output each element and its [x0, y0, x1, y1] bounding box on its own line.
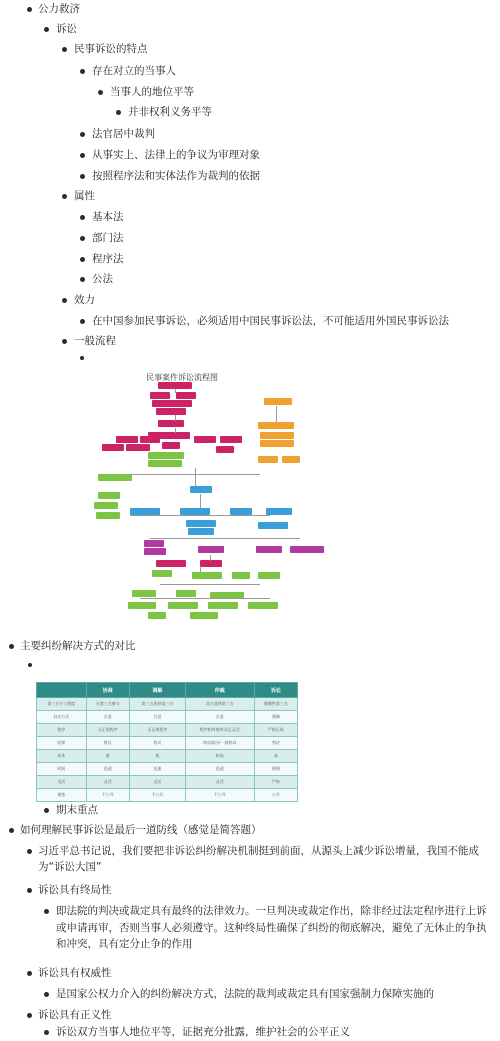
- flowchart-node: [258, 572, 280, 579]
- table-cell: 时间: [37, 763, 87, 776]
- flowchart-node: [248, 602, 278, 609]
- flowchart-node: [200, 560, 222, 567]
- bullet: [44, 1030, 49, 1035]
- flowchart-node: [258, 522, 288, 529]
- outline-node[interactable]: 存在对立的当事人: [92, 65, 176, 77]
- table-cell: 严格: [254, 776, 297, 789]
- table-cell: 成本: [37, 750, 87, 763]
- flowchart-connector: [200, 566, 201, 572]
- flowchart-node: [148, 452, 184, 459]
- bullet: [44, 992, 49, 997]
- bullet: [62, 194, 67, 199]
- flowchart-node: [158, 382, 192, 389]
- bullet: [9, 644, 14, 649]
- flowchart-node: [102, 444, 124, 451]
- outline-node[interactable]: 诉讼具有终局性: [38, 884, 112, 896]
- flowchart-node: [168, 602, 198, 609]
- outline-node[interactable]: 公法: [92, 273, 113, 285]
- table-cell: 迅速: [129, 763, 185, 776]
- outline-node[interactable]: 属性: [74, 190, 95, 202]
- flowchart-node: [116, 436, 138, 443]
- table-cell: 启动方式: [37, 711, 87, 724]
- bullet: [80, 236, 85, 241]
- flowchart-node: [230, 508, 252, 515]
- bullet: [80, 277, 85, 282]
- bullet: [9, 828, 14, 833]
- flowchart-node: [190, 612, 218, 619]
- table-cell: 终局裁决/一裁终局: [185, 737, 254, 750]
- flowchart-node: [158, 420, 184, 427]
- bullet: [62, 339, 67, 344]
- bullet: [44, 27, 49, 32]
- table-row: [37, 711, 298, 724]
- flowchart-connector: [195, 468, 196, 486]
- table-row: [37, 724, 298, 737]
- litigation-flowchart: [90, 370, 330, 632]
- bullet: [80, 69, 85, 74]
- table-cell: 迅速: [185, 763, 254, 776]
- outline-node[interactable]: 如何理解民事诉讼是最后一道防线（感觉是简答题）: [20, 824, 262, 836]
- outline-node[interactable]: 民事诉讼的特点: [74, 43, 148, 55]
- table-cell: 程序: [37, 724, 87, 737]
- flowchart-node: [190, 486, 212, 493]
- table-cell: 协议: [86, 737, 129, 750]
- flowchart-connector: [160, 584, 260, 585]
- flowchart-node: [192, 572, 222, 579]
- flowchart-node: [176, 590, 196, 597]
- outline-node[interactable]: 从事实上、法律上的争议为审理对象: [92, 149, 260, 161]
- flowchart-node: [162, 442, 180, 449]
- bullet: [116, 110, 121, 115]
- table-row: [37, 698, 298, 711]
- table-header-cell: 仲裁: [185, 683, 254, 698]
- bullet: [80, 153, 85, 158]
- flowchart-node: [144, 540, 164, 547]
- bullet: [27, 849, 32, 854]
- flowchart-node: [282, 456, 300, 463]
- flowchart-node: [264, 398, 292, 405]
- flowchart-connector: [200, 494, 201, 508]
- flowchart-connector: [210, 555, 211, 561]
- table-row: [37, 763, 298, 776]
- table-cell: 强制性第三方: [254, 698, 297, 711]
- bullet: [80, 132, 85, 137]
- bullet: [28, 663, 32, 667]
- table-cell: 缓慢: [254, 763, 297, 776]
- flowchart-node: [144, 548, 166, 555]
- table-cell: 保密: [37, 789, 87, 802]
- flowchart-connector: [175, 428, 176, 433]
- bullet: [80, 319, 85, 324]
- table-cell: 较高: [185, 750, 254, 763]
- flowchart-node: [220, 436, 242, 443]
- table-cell: 低: [86, 750, 129, 763]
- table-row: [37, 776, 298, 789]
- table-cell: 结果: [37, 737, 87, 750]
- table-cell: 迅速: [86, 763, 129, 776]
- flowchart-node: [260, 440, 294, 447]
- table-cell: 灵活: [37, 776, 87, 789]
- outline-node[interactable]: 诉讼具有权威性: [38, 967, 112, 979]
- table-row: [37, 737, 298, 750]
- outline-node[interactable]: 在中国参加民事诉讼，必须适用中国民事诉讼法，不可能适用外国民事诉讼法: [92, 315, 449, 327]
- flowchart-node: [156, 560, 186, 567]
- flowchart-node: [188, 528, 214, 535]
- flowchart-node: [98, 492, 120, 499]
- bullet: [27, 7, 32, 12]
- outline-node[interactable]: 即法院的判决或裁定具有最终的法律效力。一旦判决或裁定作出，除非经过法定程序进行上诉或申请再审，否则当事人必须遵守。这种终局性确保了纠纷的彻底解决，避免了无休止的争执和冲突，具有定分止争的作用: [56, 905, 487, 950]
- table-cell: 合意: [86, 711, 129, 724]
- table-cell: 灵活: [129, 776, 185, 789]
- table-cell: 合意: [185, 711, 254, 724]
- flowchart-connector: [140, 598, 270, 599]
- table-cell: 无正规程序: [129, 724, 185, 737]
- flowchart-node: [186, 520, 216, 527]
- bullet: [27, 888, 32, 893]
- outline-node[interactable]: 程序法: [92, 253, 124, 265]
- outline-node[interactable]: 法官居中裁判: [92, 128, 155, 140]
- table-cell: 第三方介入程度: [37, 698, 87, 711]
- outline-node[interactable]: 基本法: [92, 211, 124, 223]
- bullet: [62, 298, 67, 303]
- outline-node[interactable]: 期末重点: [56, 804, 98, 816]
- flowchart-node: [148, 612, 166, 619]
- bullet: [80, 257, 85, 262]
- flowchart-node: [152, 400, 192, 407]
- outline-node[interactable]: 一般流程: [74, 335, 116, 347]
- outline-node[interactable]: 是国家公权力介入的纠纷解决方式，法院的裁判或裁定具有国家强制力保障实施的: [56, 988, 434, 1000]
- flowchart-node: [208, 602, 238, 609]
- bullet: [44, 808, 49, 813]
- table-header-cell: [37, 683, 87, 698]
- flowchart-node: [258, 456, 278, 463]
- flowchart-node: [96, 512, 120, 519]
- outline-node[interactable]: 部门法: [92, 232, 124, 244]
- outline-node[interactable]: 诉讼具有正义性: [38, 1009, 112, 1021]
- table-cell: 合意: [129, 711, 185, 724]
- flowchart-node: [232, 572, 250, 579]
- table-cell: 低: [129, 750, 185, 763]
- outline-node[interactable]: 主要纠纷解决方式的对比: [20, 640, 136, 652]
- bullet: [80, 215, 85, 220]
- table-cell: 公开: [254, 789, 297, 802]
- outline-node[interactable]: 习近平总书记说，我们要把非诉讼纠纷解决机制挺到前面，从源头上减少诉讼增量，我国不能成为“诉讼大国”: [38, 845, 479, 873]
- flowchart-node: [216, 446, 234, 453]
- table-cell: 严格正规: [254, 724, 297, 737]
- flowchart-node: [260, 432, 294, 439]
- outline-node[interactable]: 并非权利义务平等: [128, 106, 212, 118]
- flowchart-node: [148, 460, 182, 467]
- bullet: [80, 356, 84, 360]
- flowchart-node: [198, 546, 224, 553]
- table-cell: 无正规程序: [86, 724, 129, 737]
- outline-node[interactable]: 诉讼: [56, 23, 77, 35]
- table-cell: 判决: [254, 737, 297, 750]
- bullet: [62, 47, 67, 52]
- flowchart-node: [176, 392, 196, 399]
- flowchart-node: [132, 590, 156, 597]
- flowchart-node: [126, 444, 150, 451]
- flowchart-node: [180, 508, 210, 515]
- table-cell: 灵活: [185, 776, 254, 789]
- table-row: [37, 789, 298, 802]
- table-header-cell: 诉讼: [254, 683, 297, 698]
- table-cell: 不公开: [185, 789, 254, 802]
- flowchart-connector: [175, 415, 176, 421]
- flowchart-connector: [150, 538, 300, 539]
- flowchart-node: [156, 408, 186, 415]
- table-cell: 双方选择第三方: [185, 698, 254, 711]
- table-cell: 不公开: [86, 789, 129, 802]
- table-cell: 第三方选择第三方: [129, 698, 185, 711]
- table-cell: 强制: [254, 711, 297, 724]
- table-cell: 协议: [129, 737, 185, 750]
- table-row: [37, 750, 298, 763]
- outline-node[interactable]: 诉讼双方当事人地位平等，证据充分批露，维护社会的公平正义: [56, 1026, 350, 1038]
- bullet: [80, 174, 85, 179]
- bullet: [98, 90, 103, 95]
- bullet: [27, 971, 32, 976]
- table-cell: 不公开: [129, 789, 185, 802]
- flowchart-node: [266, 508, 292, 515]
- table-header-cell: 协商: [86, 683, 129, 698]
- dispute-resolution-comparison-table: [36, 682, 298, 802]
- flowchart-node: [140, 436, 160, 443]
- flowchart-title: 民事案件诉讼流程图: [146, 373, 218, 382]
- bullet: [44, 909, 49, 914]
- flowchart-node: [150, 392, 170, 399]
- flowchart-connector: [130, 515, 270, 516]
- flowchart-node: [130, 508, 160, 515]
- outline-node[interactable]: 按照程序法和实体法作为裁判的依据: [92, 170, 260, 182]
- outline-node[interactable]: 效力: [74, 294, 95, 306]
- flowchart-node: [290, 546, 324, 553]
- outline-node[interactable]: 公力救济: [38, 3, 80, 15]
- flowchart-connector: [175, 389, 176, 393]
- table-cell: 高: [254, 750, 297, 763]
- table-cell: 程序相对简单而且灵活: [185, 724, 254, 737]
- bullet: [27, 1013, 32, 1018]
- flowchart-node: [256, 546, 282, 553]
- flowchart-node: [258, 422, 294, 429]
- outline-node[interactable]: 当事人的地位平等: [110, 86, 194, 98]
- flowchart-node: [152, 570, 172, 577]
- flowchart-connector: [276, 406, 277, 422]
- flowchart-node: [98, 474, 132, 481]
- flowchart-node: [94, 502, 118, 509]
- table-cell: 灵活: [86, 776, 129, 789]
- table-cell: 无第三方参与: [86, 698, 129, 711]
- flowchart-node: [194, 436, 216, 443]
- table-header-cell: 调解: [129, 683, 185, 698]
- flowchart-node: [128, 602, 156, 609]
